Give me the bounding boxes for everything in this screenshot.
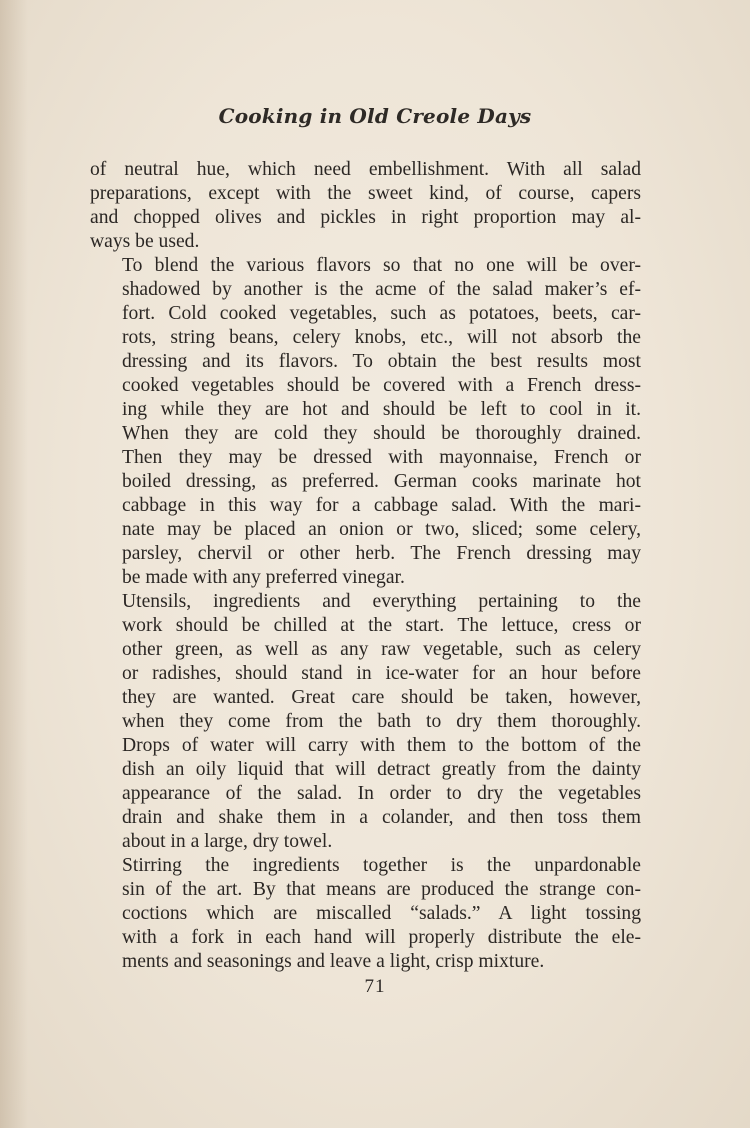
text-line: cooked vegetables should be covered with a French dress- (122, 375, 641, 396)
text-line: of neutral hue, which need embellishment. With all salad (90, 159, 641, 180)
text-line: When they are cold they should be thoroughly drained. (122, 423, 641, 444)
text-line: and chopped olives and pickles in right proportion may al- (90, 207, 641, 228)
text-line: ments and seasonings and leave a light, crisp mixture. (122, 951, 545, 972)
text-line: drain and shake them in a colander, and then toss them (122, 807, 641, 828)
text-line: Stirring the ingredients together is the unpardonable (122, 855, 641, 876)
text-line: Utensils, ingredients and everything pertaining to the (122, 591, 641, 612)
running-head: Cooking in Old Creole Days (218, 104, 532, 128)
text-line: other green, as well as any raw vegetable, such as celery (122, 639, 641, 660)
text-line: boiled dressing, as preferred. German cooks marinate hot (122, 471, 641, 492)
text-line: when they come from the bath to dry them thoroughly. (122, 711, 641, 732)
text-line: be made with any preferred vinegar. (122, 567, 405, 588)
text-line: ing while they are hot and should be left to cool in it. (122, 399, 641, 420)
paragraph (90, 590, 641, 854)
text-line: To blend the various flavors so that no one will be over- (122, 255, 641, 276)
text-line: they are wanted. Great care should be taken, however, (122, 687, 641, 708)
text-line: preparations, except with the sweet kind, of course, capers (90, 183, 641, 204)
text-line: nate may be placed an onion or two, sliced; some celery, (122, 519, 641, 540)
text-line: Then they may be dressed with mayonnaise, French or (122, 447, 641, 468)
paragraph (90, 854, 641, 974)
text-line: ways be used. (90, 231, 200, 252)
text-line: cabbage in this way for a cabbage salad. With the mari- (122, 495, 641, 516)
text-line: fort. Cold cooked vegetables, such as potatoes, beets, car- (122, 303, 641, 324)
text-line: dressing and its flavors. To obtain the best results most (122, 351, 641, 372)
paragraph (90, 254, 641, 590)
paragraph (90, 158, 641, 254)
text-line: dish an oily liquid that will detract greatly from the dainty (122, 759, 641, 780)
text-line: work should be chilled at the start. The lettuce, cress or (122, 615, 641, 636)
text-line: Drops of water will carry with them to the bottom of the (122, 735, 641, 756)
text-line: shadowed by another is the acme of the salad maker’s ef- (122, 279, 641, 300)
text-line: rots, string beans, celery knobs, etc., will not absorb the (122, 327, 641, 348)
page-number: 71 (364, 976, 386, 997)
text-line: parsley, chervil or other herb. The French dressing may (122, 543, 641, 564)
body-text (90, 158, 641, 974)
text-line: appearance of the salad. In order to dry the vegetables (122, 783, 641, 804)
text-line: coctions which are miscalled “salads.” A light tossing (122, 903, 641, 924)
text-line: sin of the art. By that means are produced the strange con- (122, 879, 641, 900)
text-line: about in a large, dry towel. (122, 831, 333, 852)
text-line: or radishes, should stand in ice-water for an hour before (122, 663, 641, 684)
text-line: with a fork in each hand will properly distribute the ele- (122, 927, 641, 948)
